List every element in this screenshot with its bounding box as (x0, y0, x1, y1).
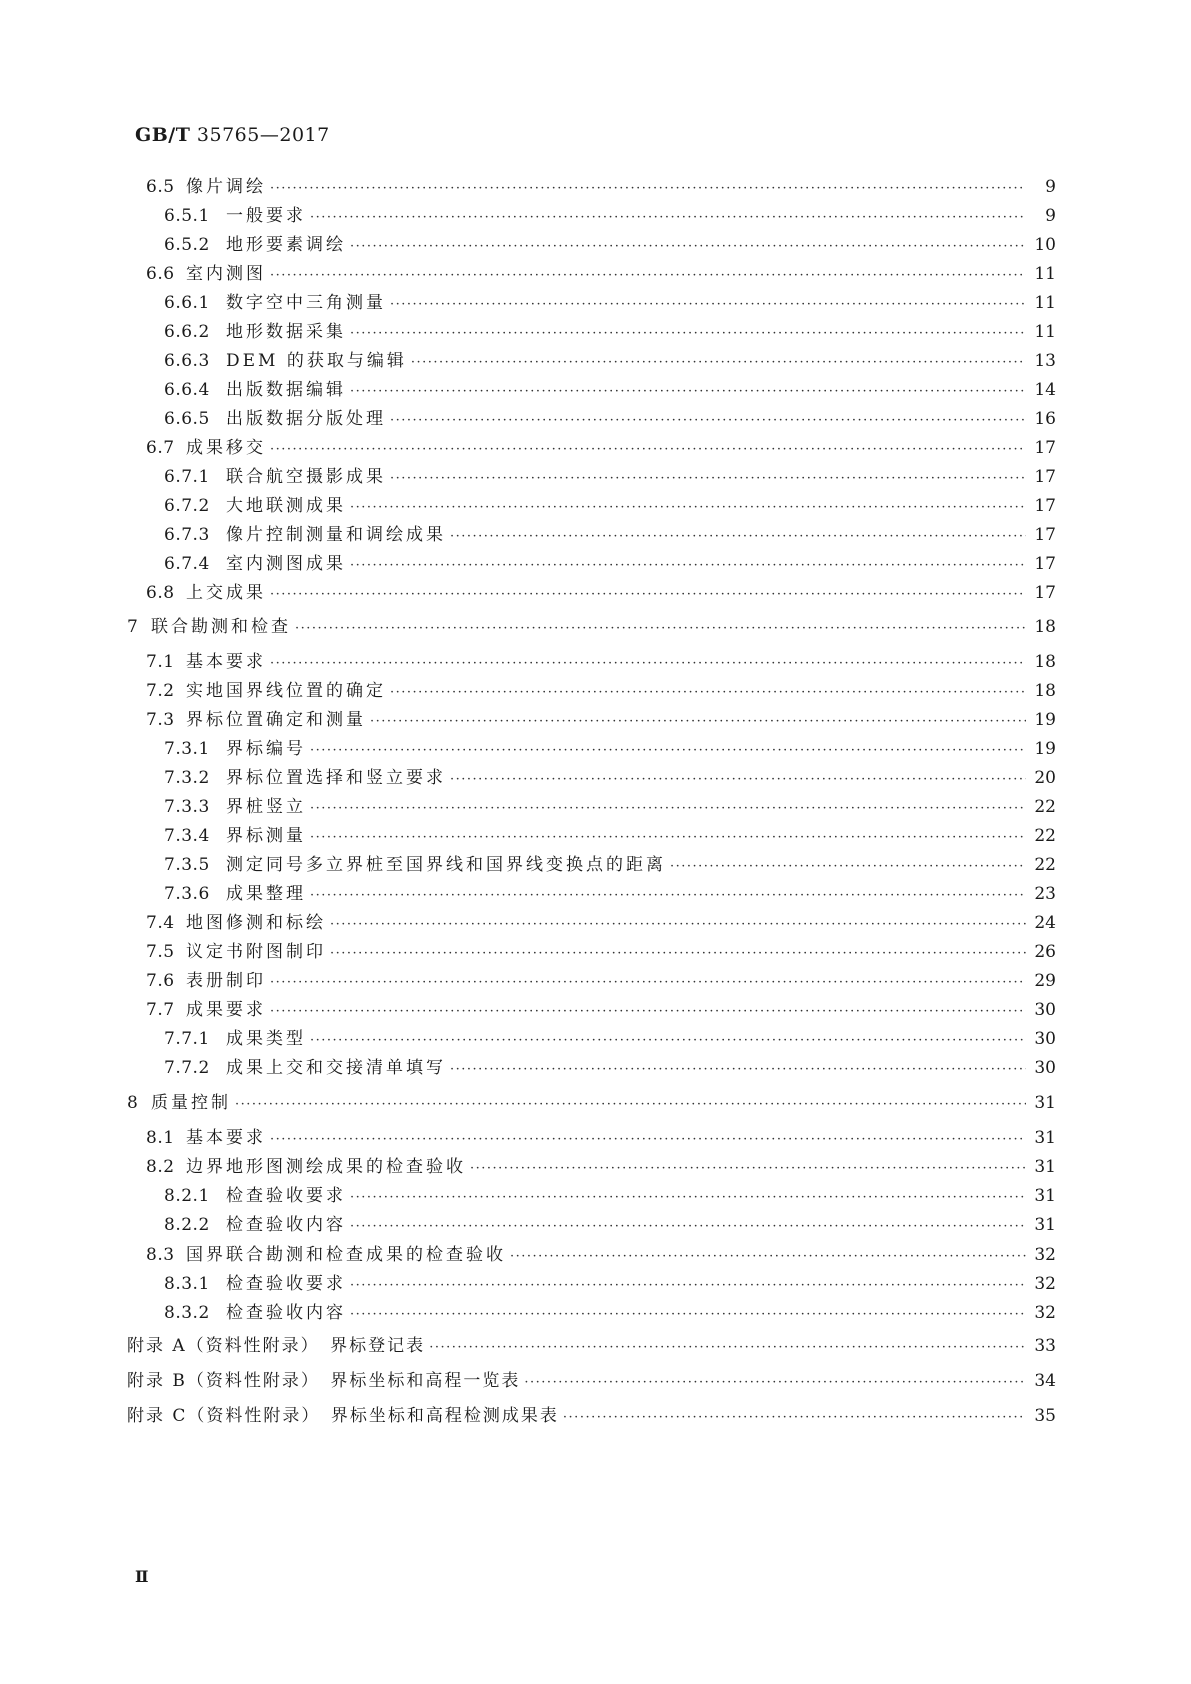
toc-dot-leader (350, 500, 1026, 515)
toc-entry-number: 7.5 (146, 942, 175, 962)
toc-dot-leader (330, 917, 1026, 932)
toc-entry-title: 联合勘测和检查 (151, 617, 291, 637)
toc-entry[interactable] (146, 908, 1056, 934)
toc-dot-leader (310, 888, 1026, 903)
toc-entry-title: 检查验收要求 (226, 1274, 346, 1294)
toc-entry-number: 7.3.4 (164, 826, 210, 846)
toc-entry-page: 17 (1034, 438, 1056, 458)
toc-dot-leader (270, 1132, 1026, 1147)
toc-dot-leader (390, 297, 1026, 312)
toc-entry-page: 9 (1045, 177, 1056, 197)
toc-entry-page: 17 (1034, 525, 1056, 545)
toc-dot-leader (450, 1062, 1026, 1077)
toc-entry-page: 31 (1034, 1186, 1056, 1206)
toc-entry[interactable] (164, 850, 1056, 876)
toc-entry-page: 11 (1034, 264, 1056, 284)
toc-dot-leader (270, 975, 1026, 990)
toc-entry-number: 6.8 (146, 583, 175, 603)
toc-entry[interactable] (146, 172, 1056, 198)
toc-entry-number: 6.7.4 (164, 554, 210, 574)
toc-dot-leader (390, 413, 1026, 428)
toc-entry[interactable] (146, 578, 1056, 604)
toc-entry-page: 11 (1034, 293, 1056, 313)
toc-entry[interactable] (164, 346, 1056, 372)
toc-entry[interactable] (146, 1123, 1056, 1149)
toc-entry[interactable] (146, 995, 1056, 1021)
toc-entry[interactable] (127, 612, 1056, 638)
toc-dot-leader (450, 529, 1026, 544)
toc-entry[interactable] (164, 462, 1056, 488)
toc-entry[interactable] (146, 433, 1056, 459)
toc-entry-title: 室内测图成果 (226, 554, 346, 574)
toc-entry[interactable] (146, 259, 1056, 285)
toc-entry[interactable] (164, 201, 1056, 227)
toc-entry-page: 24 (1034, 913, 1056, 933)
toc-dot-leader (310, 830, 1026, 845)
toc-entry-page: 18 (1034, 681, 1056, 701)
toc-dot-leader (563, 1410, 1026, 1425)
toc-entry-number: 8.3 (146, 1245, 175, 1265)
toc-entry[interactable] (127, 1331, 1056, 1357)
toc-entry-number: 7.4 (146, 913, 175, 933)
toc-dot-leader (670, 859, 1026, 874)
toc-dot-leader (350, 1307, 1026, 1322)
toc-dot-leader (270, 442, 1026, 457)
toc-entry[interactable] (164, 288, 1056, 314)
toc-entry-page: 23 (1034, 884, 1056, 904)
page-number: Ⅱ (135, 1567, 149, 1586)
toc-entry-page: 18 (1034, 617, 1056, 637)
toc-entry-page: 17 (1034, 467, 1056, 487)
toc-entry-page: 22 (1034, 797, 1056, 817)
toc-entry-number: 7.2 (146, 681, 175, 701)
toc-entry-page: 18 (1034, 652, 1056, 672)
toc-entry-page: 22 (1034, 826, 1056, 846)
toc-entry-page: 33 (1034, 1336, 1056, 1356)
toc-entry-page: 32 (1034, 1274, 1056, 1294)
toc-entry-title: 质量控制 (151, 1093, 231, 1113)
toc-entry-title: 成果要求 (186, 1000, 266, 1020)
toc-entry-page: 26 (1034, 942, 1056, 962)
toc-entry-number: 8.1 (146, 1128, 175, 1148)
toc-dot-leader (350, 326, 1026, 341)
toc-entry-page: 29 (1034, 971, 1056, 991)
toc-entry[interactable] (164, 879, 1056, 905)
toc-dot-leader (235, 1097, 1026, 1112)
toc-entry-number: 6.7 (146, 438, 175, 458)
toc-entry-number: 6.7.3 (164, 525, 210, 545)
toc-entry-number: 6.5.1 (164, 206, 210, 226)
toc-entry-number: 8.2.1 (164, 1186, 210, 1206)
toc-entry-number: 8.2.2 (164, 1215, 210, 1235)
toc-entry[interactable] (146, 966, 1056, 992)
toc-entry[interactable] (146, 676, 1056, 702)
toc-dot-leader (295, 621, 1026, 636)
toc-entry-title: 成果整理 (226, 884, 306, 904)
toc-entry-title: 大地联测成果 (226, 496, 346, 516)
toc-entry[interactable] (146, 647, 1056, 673)
toc-entry-number: 7.3.5 (164, 855, 210, 875)
toc-entry-title: 基本要求 (186, 652, 266, 672)
toc-entry-page: 19 (1034, 710, 1056, 730)
toc-entry[interactable] (164, 792, 1056, 818)
toc-entry-title: 界标编号 (226, 739, 306, 759)
toc-entry-page: 22 (1034, 855, 1056, 875)
toc-entry[interactable] (127, 1088, 1056, 1114)
toc-entry[interactable] (146, 1240, 1056, 1266)
toc-entry-title: 国界联合勘测和检查成果的检查验收 (186, 1245, 506, 1265)
toc-entry-number: 8.2 (146, 1157, 175, 1177)
toc-entry-number: 7.3.1 (164, 739, 210, 759)
toc-entry-number: 8.3.2 (164, 1303, 210, 1323)
toc-entry-page: 17 (1034, 554, 1056, 574)
toc-entry[interactable] (164, 734, 1056, 760)
toc-dot-leader (330, 946, 1026, 961)
toc-entry-title: DEM 的获取与编辑 (226, 351, 407, 371)
toc-entry-page: 11 (1034, 322, 1056, 342)
standard-number: 35765—2017 (196, 124, 330, 146)
toc-entry-title: 界标位置确定和测量 (186, 710, 366, 730)
toc-entry[interactable] (164, 317, 1056, 343)
toc-dot-leader (524, 1375, 1026, 1390)
toc-entry-number: 6.5.2 (164, 235, 210, 255)
toc-entry-title: 像片控制测量和调绘成果 (226, 525, 446, 545)
toc-entry-title: 界桩竖立 (226, 797, 306, 817)
toc-entry-page: 17 (1034, 496, 1056, 516)
toc-entry-title: 数字空中三角测量 (226, 293, 386, 313)
toc-entry-page: 32 (1034, 1245, 1056, 1265)
toc-entry-title: 一般要求 (226, 206, 306, 226)
toc-entry-page: 31 (1034, 1093, 1056, 1113)
toc-entry[interactable] (164, 491, 1056, 517)
toc-entry-title: 出版数据分版处理 (226, 409, 386, 429)
toc-entry-title: 成果上交和交接清单填写 (226, 1058, 446, 1078)
toc-entry-number: 6.6.4 (164, 380, 210, 400)
toc-entry-page: 35 (1034, 1406, 1056, 1426)
toc-dot-leader (429, 1340, 1026, 1355)
toc-entry-title: 检查验收内容 (226, 1303, 346, 1323)
toc-dot-leader (350, 1190, 1026, 1205)
toc-entry-title: 附录 B（资料性附录） 界标坐标和高程一览表 (127, 1371, 521, 1391)
toc-entry-page: 30 (1034, 1058, 1056, 1078)
toc-entry-title: 地图修测和标绘 (186, 913, 326, 933)
toc-entry-title: 附录 C（资料性附录） 界标坐标和高程检测成果表 (127, 1406, 559, 1426)
toc-entry-title: 边界地形图测绘成果的检查验收 (186, 1157, 466, 1177)
toc-entry[interactable] (164, 1024, 1056, 1050)
toc-dot-leader (411, 355, 1026, 370)
toc-entry-title: 检查验收要求 (226, 1186, 346, 1206)
toc-dot-leader (350, 1219, 1026, 1234)
toc-entry-number: 6.5 (146, 177, 175, 197)
toc-entry-page: 19 (1034, 739, 1056, 759)
toc-entry-title: 地形要素调绘 (226, 235, 346, 255)
toc-entry-number: 7.3 (146, 710, 175, 730)
toc-dot-leader (270, 181, 1026, 196)
toc-entry-number: 7.6 (146, 971, 175, 991)
toc-entry[interactable] (127, 1366, 1056, 1392)
toc-entry-number: 8.3.1 (164, 1274, 210, 1294)
toc-dot-leader (270, 1004, 1026, 1019)
toc-entry-page: 34 (1034, 1371, 1056, 1391)
toc-dot-leader (310, 801, 1026, 816)
toc-dot-leader (390, 685, 1026, 700)
toc-dot-leader (510, 1249, 1026, 1264)
toc-entry-number: 7.7.1 (164, 1029, 210, 1049)
toc-entry-title: 基本要求 (186, 1128, 266, 1148)
toc-entry[interactable] (146, 1152, 1056, 1178)
toc-entry-title: 室内测图 (186, 264, 266, 284)
toc-entry[interactable] (127, 1401, 1056, 1427)
toc-entry-title: 联合航空摄影成果 (226, 467, 386, 487)
toc-entry-number: 8 (127, 1093, 139, 1113)
toc-entry-number: 6.6.5 (164, 409, 210, 429)
toc-dot-leader (310, 743, 1026, 758)
toc-entry[interactable] (146, 705, 1056, 731)
toc-entry[interactable] (164, 1181, 1056, 1207)
toc-entry-page: 32 (1034, 1303, 1056, 1323)
toc-entry[interactable] (164, 821, 1056, 847)
toc-entry-page: 16 (1034, 409, 1056, 429)
toc-entry-page: 9 (1045, 206, 1056, 226)
toc-entry-title: 上交成果 (186, 583, 266, 603)
standard-prefix: GB/T (135, 124, 191, 146)
toc-entry[interactable] (146, 937, 1056, 963)
toc-dot-leader (270, 587, 1026, 602)
toc-entry-title: 出版数据编辑 (226, 380, 346, 400)
toc-entry[interactable] (164, 763, 1056, 789)
toc-entry-number: 7.1 (146, 652, 175, 672)
toc-entry-page: 14 (1034, 380, 1056, 400)
toc-dot-leader (310, 1033, 1026, 1048)
toc-dot-leader (350, 1278, 1026, 1293)
toc-entry-title: 界标测量 (226, 826, 306, 846)
toc-entry-number: 7 (127, 617, 139, 637)
toc-entry-title: 界标位置选择和竖立要求 (226, 768, 446, 788)
toc-entry-title: 附录 A（资料性附录） 界标登记表 (127, 1336, 426, 1356)
toc-entry-title: 像片调绘 (186, 177, 266, 197)
toc-dot-leader (350, 239, 1026, 254)
toc-entry[interactable] (164, 1053, 1056, 1079)
toc-entry-number: 7.3.2 (164, 768, 210, 788)
toc-entry-page: 30 (1034, 1000, 1056, 1020)
toc-entry-title: 成果移交 (186, 438, 266, 458)
toc-entry-page: 31 (1034, 1215, 1056, 1235)
toc-dot-leader (390, 471, 1026, 486)
toc-dot-leader (470, 1161, 1026, 1176)
toc-entry[interactable] (164, 375, 1056, 401)
toc-entry-page: 10 (1034, 235, 1056, 255)
toc-entry[interactable] (164, 549, 1056, 575)
toc-entry-number: 7.3.3 (164, 797, 210, 817)
toc-entry[interactable] (164, 1298, 1056, 1324)
toc-entry-title: 表册制印 (186, 971, 266, 991)
toc-entry-number: 6.6.2 (164, 322, 210, 342)
toc-dot-leader (270, 656, 1026, 671)
toc-entry-page: 31 (1034, 1157, 1056, 1177)
toc-entry-number: 6.6.1 (164, 293, 210, 313)
toc-entry-number: 7.3.6 (164, 884, 210, 904)
toc-entry[interactable] (164, 404, 1056, 430)
toc-entry[interactable] (164, 1210, 1056, 1236)
toc-entry[interactable] (164, 1269, 1056, 1295)
toc-entry-title: 测定同号多立界桩至国界线和国界线变换点的距离 (226, 855, 666, 875)
toc-entry-title: 议定书附图制印 (186, 942, 326, 962)
toc-entry-page: 30 (1034, 1029, 1056, 1049)
toc-entry[interactable] (164, 230, 1056, 256)
toc-entry[interactable] (164, 520, 1056, 546)
toc-entry-title: 成果类型 (226, 1029, 306, 1049)
toc-entry-number: 6.6 (146, 264, 175, 284)
toc-dot-leader (370, 714, 1026, 729)
toc-entry-number: 7.7.2 (164, 1058, 210, 1078)
toc-dot-leader (270, 268, 1026, 283)
toc-entry-number: 7.7 (146, 1000, 175, 1020)
toc-entry-page: 17 (1034, 583, 1056, 603)
toc-entry-title: 地形数据采集 (226, 322, 346, 342)
toc-entry-title: 检查验收内容 (226, 1215, 346, 1235)
toc-entry-number: 6.7.1 (164, 467, 210, 487)
toc-entry-title: 实地国界线位置的确定 (186, 681, 386, 701)
toc-entry-number: 6.7.2 (164, 496, 210, 516)
toc-dot-leader (450, 772, 1026, 787)
toc-entry-page: 20 (1034, 768, 1056, 788)
toc-dot-leader (350, 384, 1026, 399)
toc-dot-leader (310, 210, 1026, 225)
toc-entry-number: 6.6.3 (164, 351, 210, 371)
toc-entry-page: 31 (1034, 1128, 1056, 1148)
toc-entry-page: 13 (1034, 351, 1056, 371)
toc-dot-leader (350, 558, 1026, 573)
